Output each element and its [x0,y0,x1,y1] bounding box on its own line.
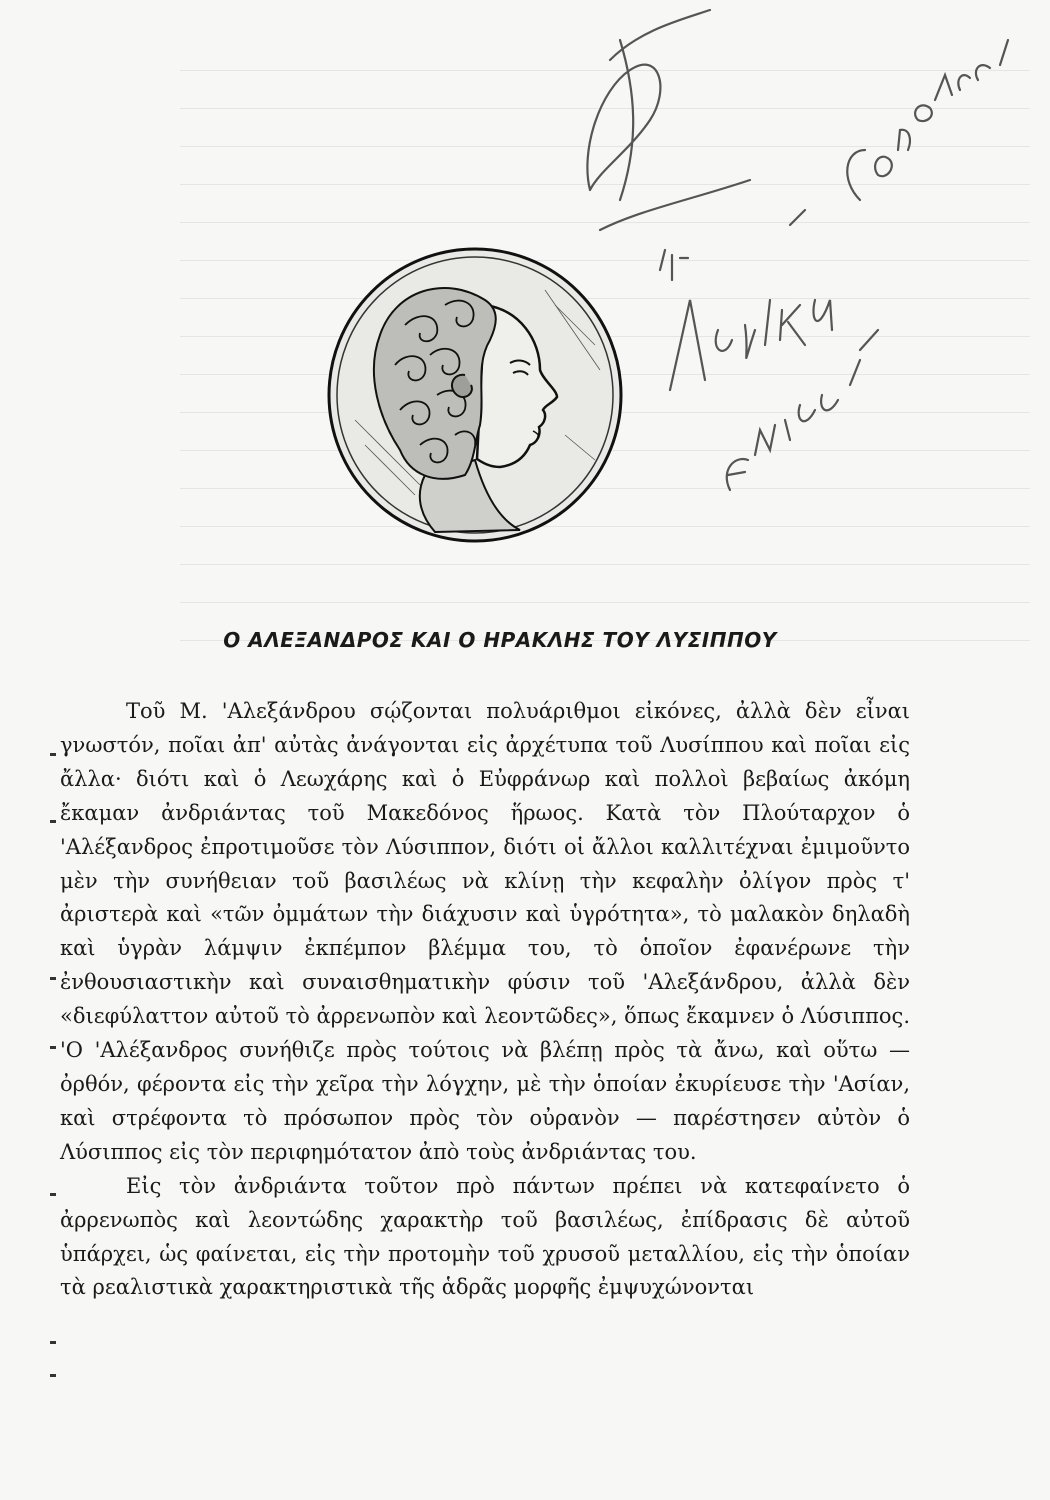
section-heading: Ο ΑΛΕΞΑΝΔΡΟΣ ΚΑΙ Ο ΗΡΑΚΛΗΣ ΤΟΥ ΛΥΣΙΠΠΟΥ [223,628,777,652]
alexander-coin-portrait-icon [325,245,625,545]
paragraph-1: Τοῦ Μ. 'Αλεξάνδρου σῴζονται πολυάριθμοι εἰκόνες, ἀλλὰ δὲν εἶναι γνωστόν, ποῖαι ἀπ' αὐτὰς ἀνάγονται εἰς ἀρχέτυπα τοῦ Λυσίππου καὶ ποῖαι εἰς ἄλλα· διότι καὶ ὁ Λεωχάρης καὶ ὁ Εὐφράνωρ καὶ πολλοὶ βεβαίως ἀκόμη ἔκαμαν ἀνδριάντας τοῦ Μακεδόνος ἥρωος. Κατὰ τὸν Πλούταρχον ὁ 'Αλέξανδρος ἐπροτιμοῦσε τὸν Λύσιππον, διότι οἱ ἄλλοι καλλιτέχναι ἐμιμοῦντο μὲν τὴν συνήθειαν τοῦ βασιλέως νὰ κλίνῃ τὴν κεφαλὴν ὀλίγον πρὸς τ' ἀριστερὰ καὶ «τῶν ὀμμάτων τὴν διάχυσιν καὶ ὑγρότητα», τὸ μαλακὸν δηλαδὴ καὶ ὑγρὰν λάμψιν ἐκπέμπον βλέμμα του, τὸ ὁποῖον ἐφανέρωνε τὴν ἐνθουσιαστικὴν καὶ συναισθηματικὴν φύσιν τοῦ 'Αλεξάνδρου, ἀλλὰ δὲν «διεφύλαττον αὐτοῦ τὸ ἀρρενωπὸν καὶ λεοντῶδες», ὅπως ἔκαμνεν ὁ Λύσιππος. 'Ο 'Αλέξανδρος συνήθιζε πρὸς τούτοις νὰ βλέπῃ πρὸς τὰ ἄνω, καὶ οὕτω — ὀρθόν, φέροντα εἰς τὴν χεῖρα τὴν λόγχην, μὲ τὴν ὁποίαν ἐκυρίευσε τὴν 'Ασίαν, καὶ στρέφοντα τὸ πρόσωπον πρὸς τὸν οὐρανὸν — παρέστησεν αὐτὸν ὁ Λύσιππος εἰς τὸν περιφημότατον ἀπὸ τοὺς ἀνδριάντας του. [60,699,910,1164]
margin-mark [50,820,56,823]
margin-mark [50,1046,56,1049]
margin-mark [50,977,56,980]
body-text [60,695,910,1305]
coin-illustration [325,245,625,545]
handwritten-annotation [560,0,1050,520]
handwritten-signature-icon [560,0,1050,520]
margin-mark [50,1193,56,1196]
margin-mark [50,1374,56,1377]
margin-mark [50,753,56,756]
paragraph-2: Εἰς τὸν ἀνδριάντα τοῦτον πρὸ πάντων πρέπει νὰ κατεφαίνετο ὁ ἀρρενωπὸς καὶ λεοντώδης χαρακτὴρ τοῦ βασιλέως, ἐπίδρασις δὲ αὐτοῦ ὑπάρχει, ὡς φαίνεται, εἰς τὴν προτομὴν τοῦ χρυσοῦ μεταλλίου, εἰς τὴν ὁποίαν τὰ ρεαλιστικὰ χαρακτηριστικὰ τῆς ἁδρᾶς μορφῆς ἐμψυχώνονται [60,1173,910,1300]
margin-mark [50,1341,56,1344]
